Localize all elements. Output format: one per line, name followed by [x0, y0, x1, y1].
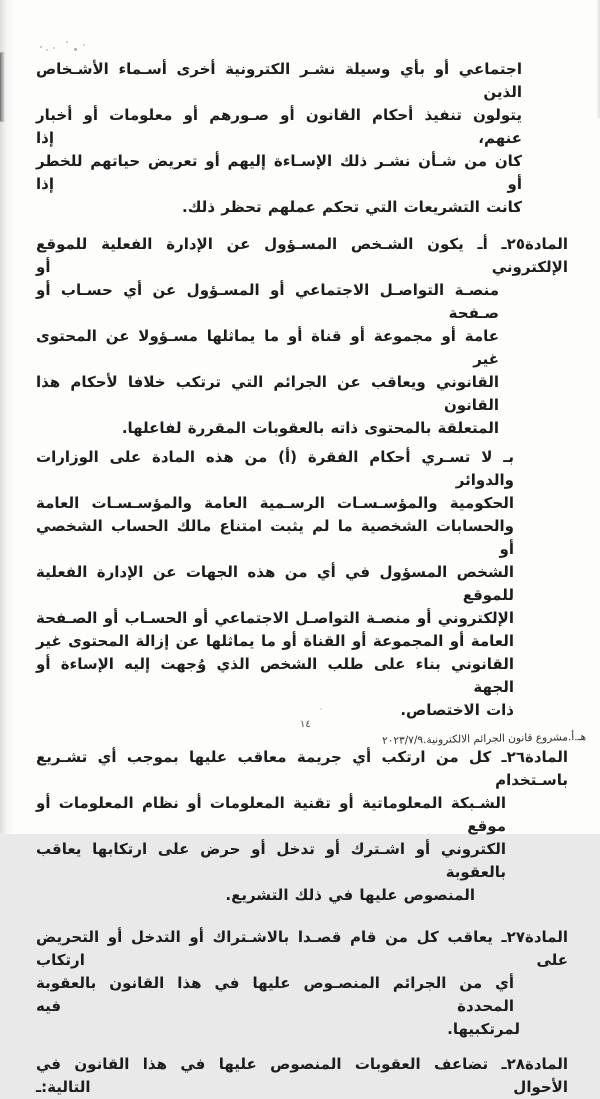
article-27-label-line: المادة٢٧ـ يعاقب كل من قام قصـدا بالاشـتراك أو التدخل أو التحريض على ارتكاب	[36, 928, 568, 969]
article-28-label-line: المادة٢٨ـ تضاعف العقوبات المنصوص عليها في هذا القانون في الأحوال التالية:ـ	[36, 1055, 568, 1096]
document-line: أي من الجرائم المنصـوص عليها في هذا القانون بالعقوبة المحددة فيه	[36, 974, 514, 1015]
document-line: العامة أو المجموعة أو القناة أو ما يماثلها عن إزالة المحتوى غير	[36, 632, 514, 650]
clause-b-label-line: بـ لا تسـري أحكام الفقرة (أ) من هذه المادة على الوزارات والدوائر	[36, 448, 514, 489]
document-line: الحكومية والمؤسـسـات الرسـمية العامة والمؤسـسـات العامة	[36, 494, 514, 512]
document-line: القانوني ويعاقب عن الجرائم التي ترتكب خلافا لأحكام هذا القانون	[36, 373, 499, 414]
document-line: عامة أو مجموعة أو قناة أو ما يماثلها مسـؤولا عن المحتوى غير	[36, 327, 499, 368]
article-27	[0, 926, 600, 1041]
document-line: المنصوص عليها في ذلك التشريع.	[225, 886, 475, 904]
document-line: كان من شـأن نشـر ذلك الإسـاءة إليهم أو تعريض حياتهم للخطر أو إذا	[36, 152, 522, 193]
article-25-label-line: المادة٢٥ـ أـ يكون الشـخص المسـؤول عن الإدارة الفعلية للموقع الإلكتروني أو	[36, 235, 568, 276]
document-line: الكتروني أو اشـترك أو تدخل أو حرض على ارتكابها يعاقب بالعقوبة	[36, 840, 506, 881]
document-line: الشـبكة المعلوماتية أو تقنية المعلومات أو نظام المعلومات أو موقع	[36, 794, 506, 835]
document-line: لمرتكبيها.	[447, 1020, 520, 1038]
document-line: والحسابات الشخصية ما لم يثبت امتناع مالك الحساب الشخصي أو	[36, 517, 514, 558]
document-line: كانت التشريعات التي تحكم عملهم تحظر ذلك.	[182, 198, 522, 216]
document-line: منصـة التواصـل الاجتماعي أو المسـؤول عن أي حسـاب أو صـفحة	[36, 281, 499, 322]
article-25-clause-b	[0, 446, 600, 722]
article-25-clause-a	[0, 233, 600, 440]
intro-paragraph	[0, 58, 600, 219]
document-line: القانوني بناء على طلب الشخص الذي وُجهت إليه الإساءة أو الجهة	[36, 655, 514, 696]
document-line: المتعلقة بالمحتوى ذاته بالعقوبات المقررة لفاعلها.	[121, 419, 499, 437]
document-line: ذات الاختصاص.	[400, 701, 514, 719]
document-line: الإلكتروني أو منصـة التواصـل الاجتماعي أو الحسـاب أو الصـفحة	[36, 609, 514, 627]
page-number: ١٤	[299, 718, 311, 731]
article-28	[0, 1053, 600, 1099]
article-26-label-line: المادة٢٦ـ كل من ارتكب أي جريمة معاقب عليها بموجب أي تشـريع باسـتخدام	[36, 748, 568, 789]
footer-note: هـ.أ.مشروع قانون الجرائم الالكترونية.٢٠٢٣/٧/٩	[381, 731, 587, 747]
document-line: اجتماعي أو بأي وسيلة نشـر الكترونية أخرى أسـماء الأشـخاص الذين	[36, 60, 522, 101]
article-26	[0, 746, 600, 907]
document-line: يتولون تنفيذ أحكام القانون أو صـورهم أو معلومات أو أخبار عنهم، إذا	[36, 106, 522, 147]
document-line: الشخص المسؤول في أي من هذه الجهات عن الإدارة الفعلية للموقع	[36, 563, 514, 604]
